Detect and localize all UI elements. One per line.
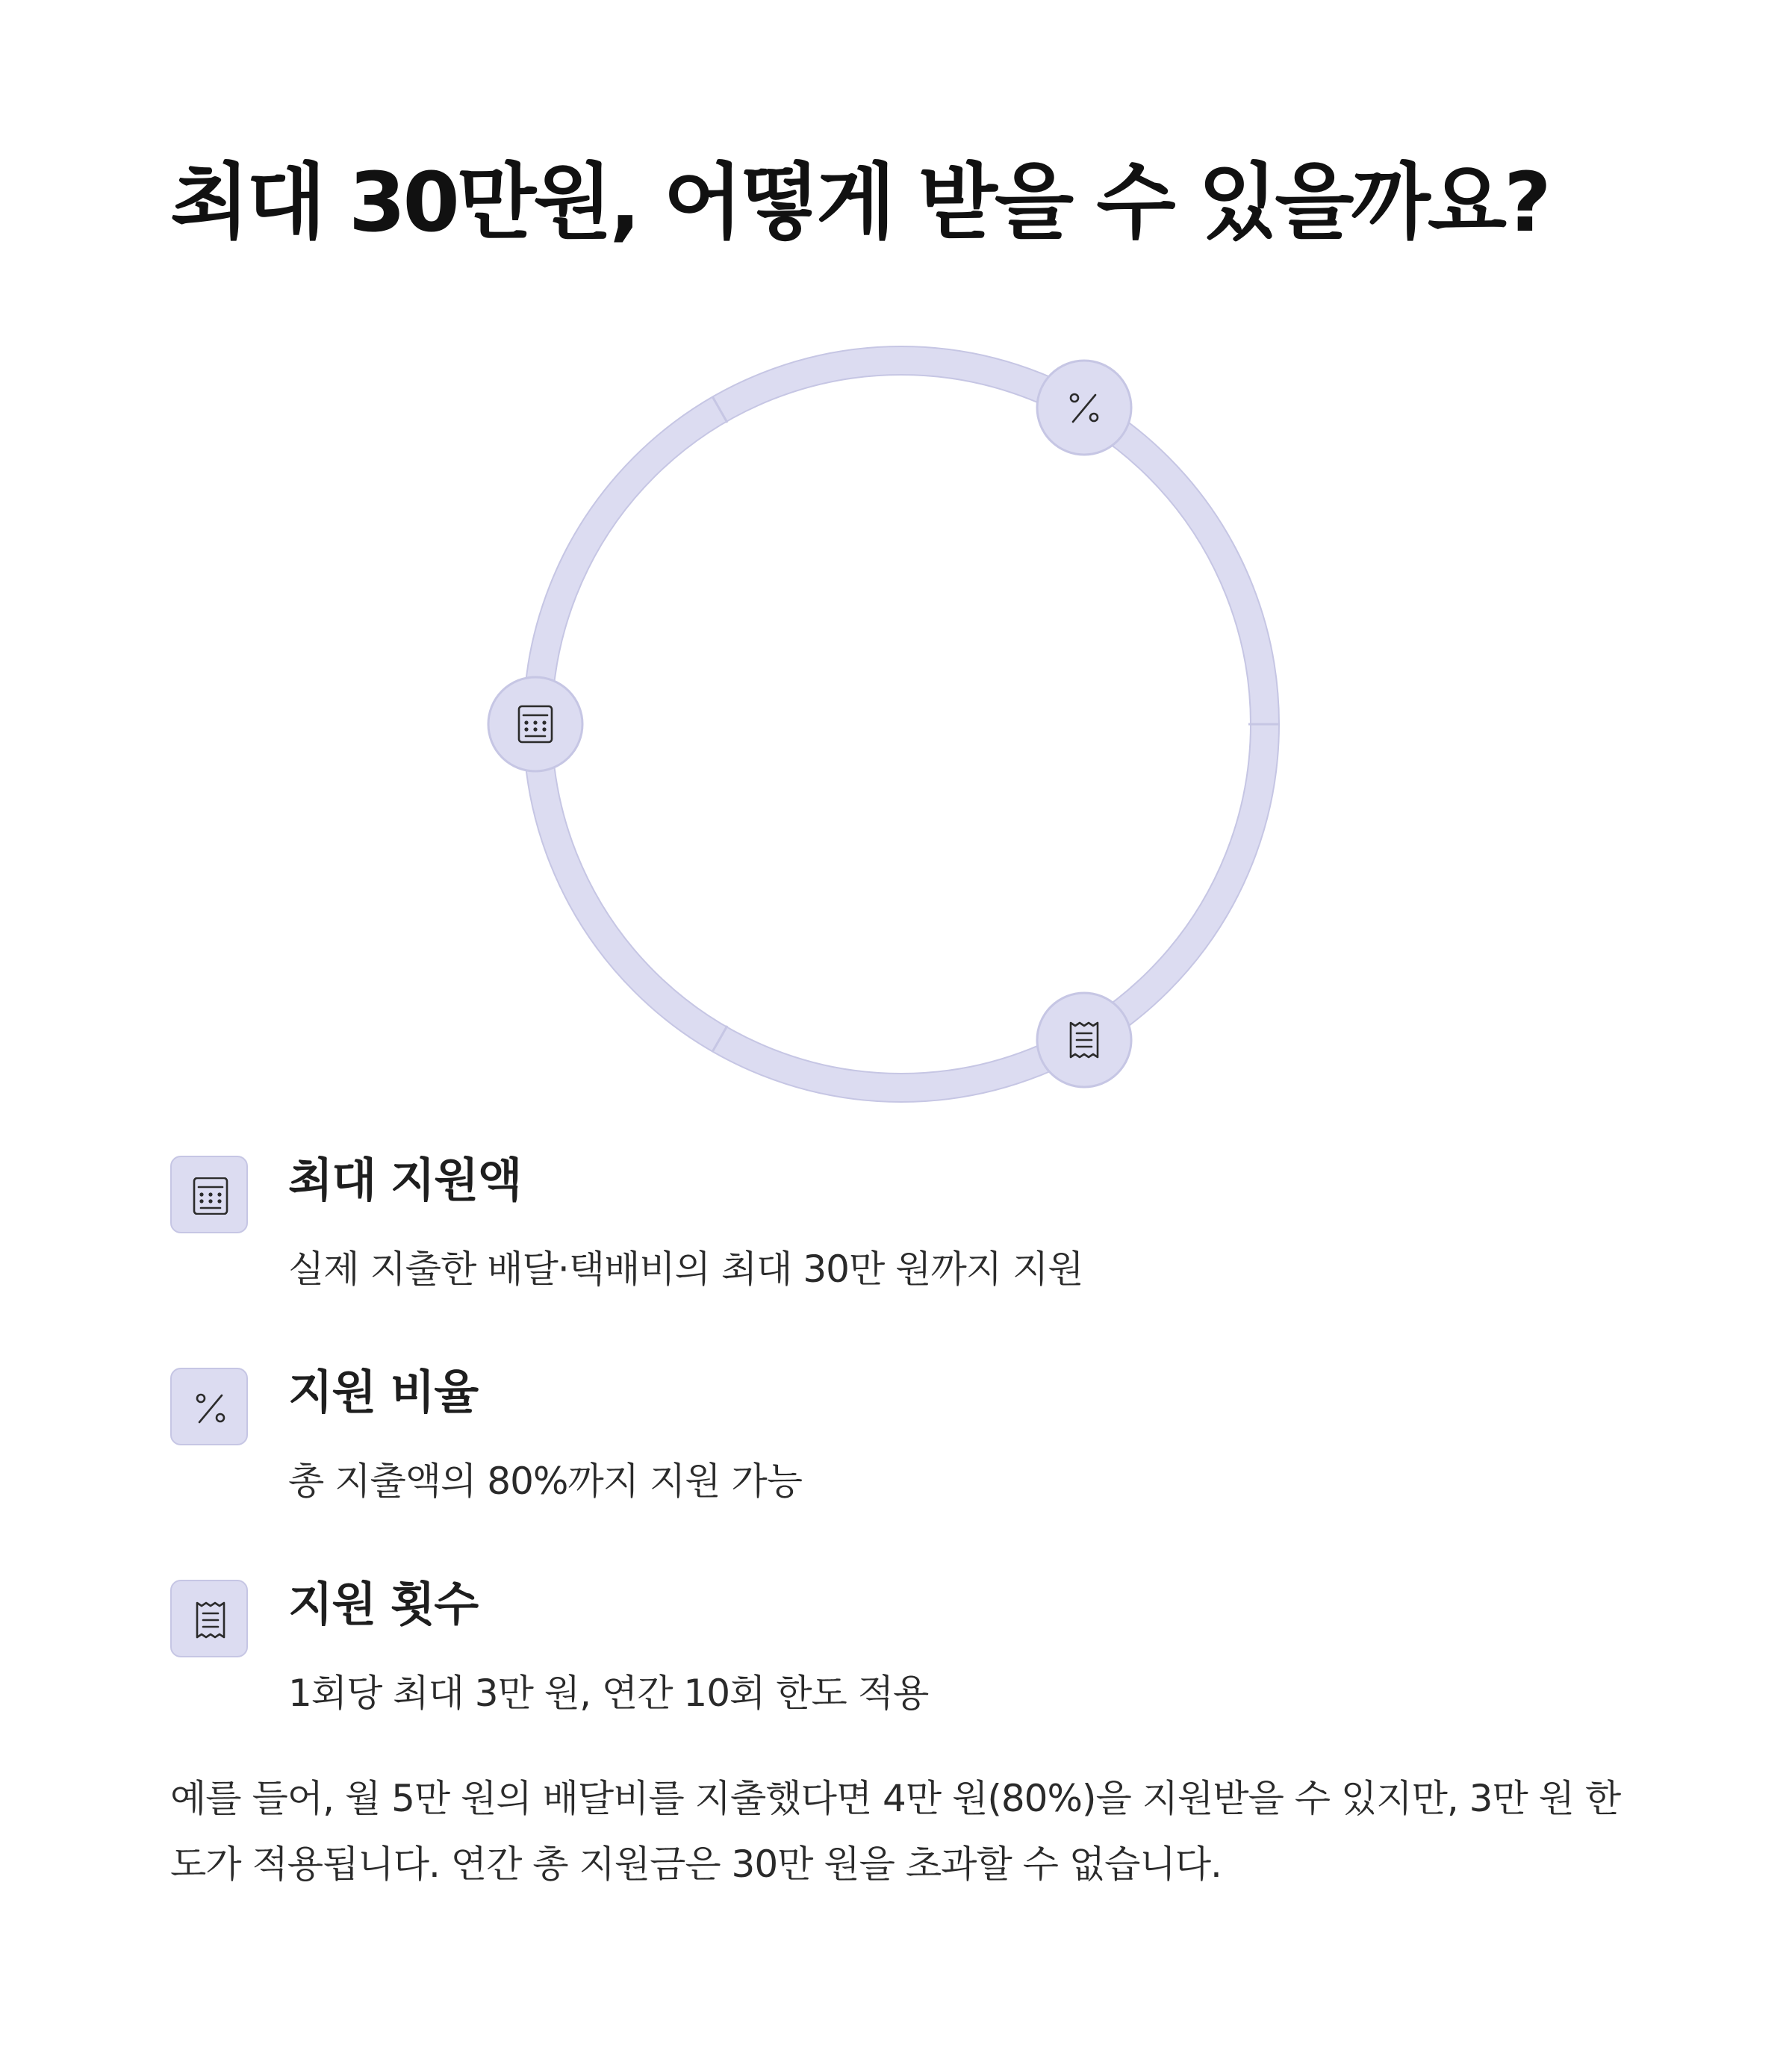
feature-description: 총 지출액의 80%까지 지원 가능	[288, 1460, 803, 1503]
calculator-icon	[192, 1177, 229, 1215]
feature-description: 실제 지출한 배달·택배비의 최대 30만 원까지 지원	[288, 1248, 1083, 1291]
feature-item-max-amount	[170, 1153, 1664, 1368]
ring-node-receipt	[1037, 993, 1131, 1087]
ring-band-fill	[538, 361, 1265, 1088]
feature-list	[170, 1153, 1664, 1792]
feature-icon-box	[170, 1156, 248, 1233]
feature-icon-box	[170, 1368, 248, 1445]
example-footnote: 예를 들어, 월 5만 원의 배달비를 지출했다면 4만 원(80%)을 지원받을 수 있지만, 3만 원 한도가 적용됩니다. 연간 총 지원금은 30만 원을 초과할 수 없습니다.	[170, 1777, 1621, 1886]
page-title: 최대 30만원, 어떻게 받을 수 있을까요?	[170, 155, 1549, 250]
ring-node-percent	[1037, 361, 1131, 455]
feature-item-support-ratio	[170, 1365, 1664, 1580]
feature-title: 지원 횟수	[288, 1577, 478, 1631]
feature-description: 1회당 최대 3만 원, 연간 10회 한도 적용	[288, 1672, 929, 1715]
percent-icon	[192, 1389, 229, 1427]
feature-icon-box	[170, 1580, 248, 1657]
feature-title: 최대 지원액	[288, 1153, 522, 1207]
ring-node-calculator	[488, 677, 582, 771]
feature-title: 지원 비율	[288, 1365, 478, 1419]
receipt-icon	[192, 1601, 229, 1639]
feature-item-support-count	[170, 1577, 1664, 1792]
